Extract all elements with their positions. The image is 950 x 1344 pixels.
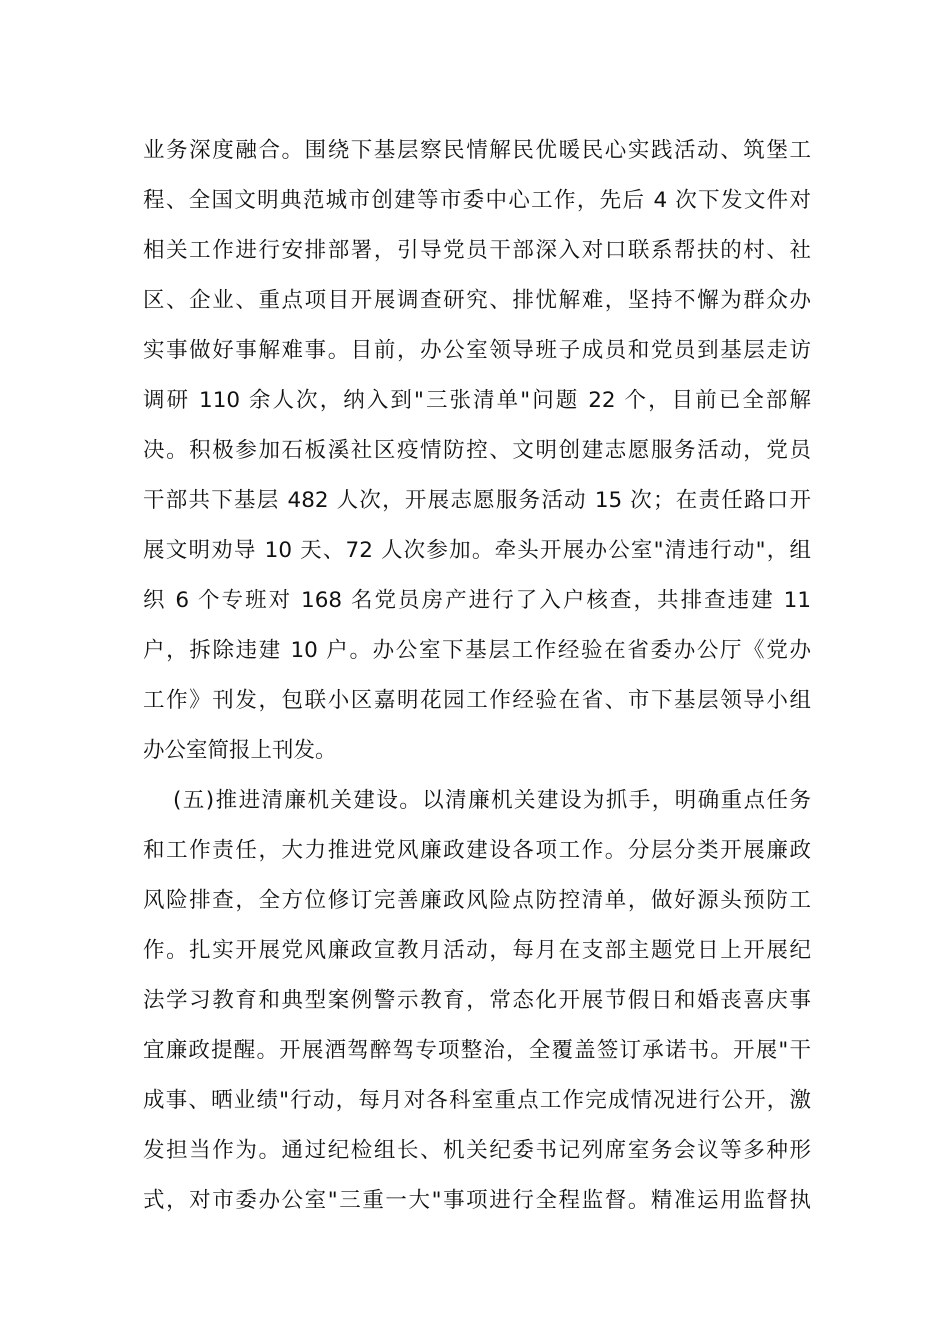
text-line: 工作》刊发，包联小区嘉明花园工作经验在省、市下基层领导小组 (143, 688, 811, 713)
paragraph-2 (143, 776, 811, 1226)
paragraph-1 (143, 126, 811, 776)
text-line: 风险排查，全方位修订完善廉政风险点防控清单，做好源头预防工 (143, 888, 811, 913)
text-line: 调研 110 余人次，纳入到"三张清单"问题 22 个，目前已全部解 (143, 388, 811, 413)
text-line: 户，拆除违建 10 户。办公室下基层工作经验在省委办公厅《党办 (143, 638, 811, 663)
text-line: 和工作责任，大力推进党风廉政建设各项工作。分层分类开展廉政 (143, 838, 811, 863)
text-line: 式，对市委办公室"三重一大"事项进行全程监督。精准运用监督执 (143, 1188, 811, 1213)
body-text (143, 126, 811, 1226)
text-line: 宜廉政提醒。开展酒驾醉驾专项整治，全覆盖签订承诺书。开展"干 (143, 1038, 811, 1063)
section-heading-line: (五)推进清廉机关建设。以清廉机关建设为抓手，明确重点任务 (173, 788, 811, 813)
text-line: 成事、晒业绩"行动，每月对各科室重点工作完成情况进行公开，激 (143, 1088, 811, 1113)
text-line: 展文明劝导 10 天、72 人次参加。牵头开展办公室"清违行动"，组 (143, 538, 811, 563)
text-line: 区、企业、重点项目开展调查研究、排忧解难，坚持不懈为群众办 (143, 288, 811, 313)
text-line: 办公室简报上刊发。 (143, 738, 337, 763)
text-line: 法学习教育和典型案例警示教育，常态化开展节假日和婚丧喜庆事 (143, 988, 811, 1013)
text-line: 程、全国文明典范城市创建等市委中心工作，先后 4 次下发文件对 (143, 188, 811, 213)
text-line: 干部共下基层 482 人次，开展志愿服务活动 15 次；在责任路口开 (143, 488, 811, 513)
text-line: 作。扎实开展党风廉政宣教月活动，每月在支部主题党日上开展纪 (143, 938, 811, 963)
text-line: 发担当作为。通过纪检组长、机关纪委书记列席室务会议等多种形 (143, 1138, 811, 1163)
text-line: 决。积极参加石板溪社区疫情防控、文明创建志愿服务活动，党员 (143, 438, 811, 463)
text-line: 实事做好事解难事。目前，办公室领导班子成员和党员到基层走访 (143, 338, 811, 363)
text-line: 相关工作进行安排部署，引导党员干部深入对口联系帮扶的村、社 (143, 238, 811, 263)
text-line: 业务深度融合。围绕下基层察民情解民优暖民心实践活动、筑堡工 (143, 138, 811, 163)
text-line: 织 6 个专班对 168 名党员房产进行了入户核查，共排查违建 11 (143, 588, 811, 613)
